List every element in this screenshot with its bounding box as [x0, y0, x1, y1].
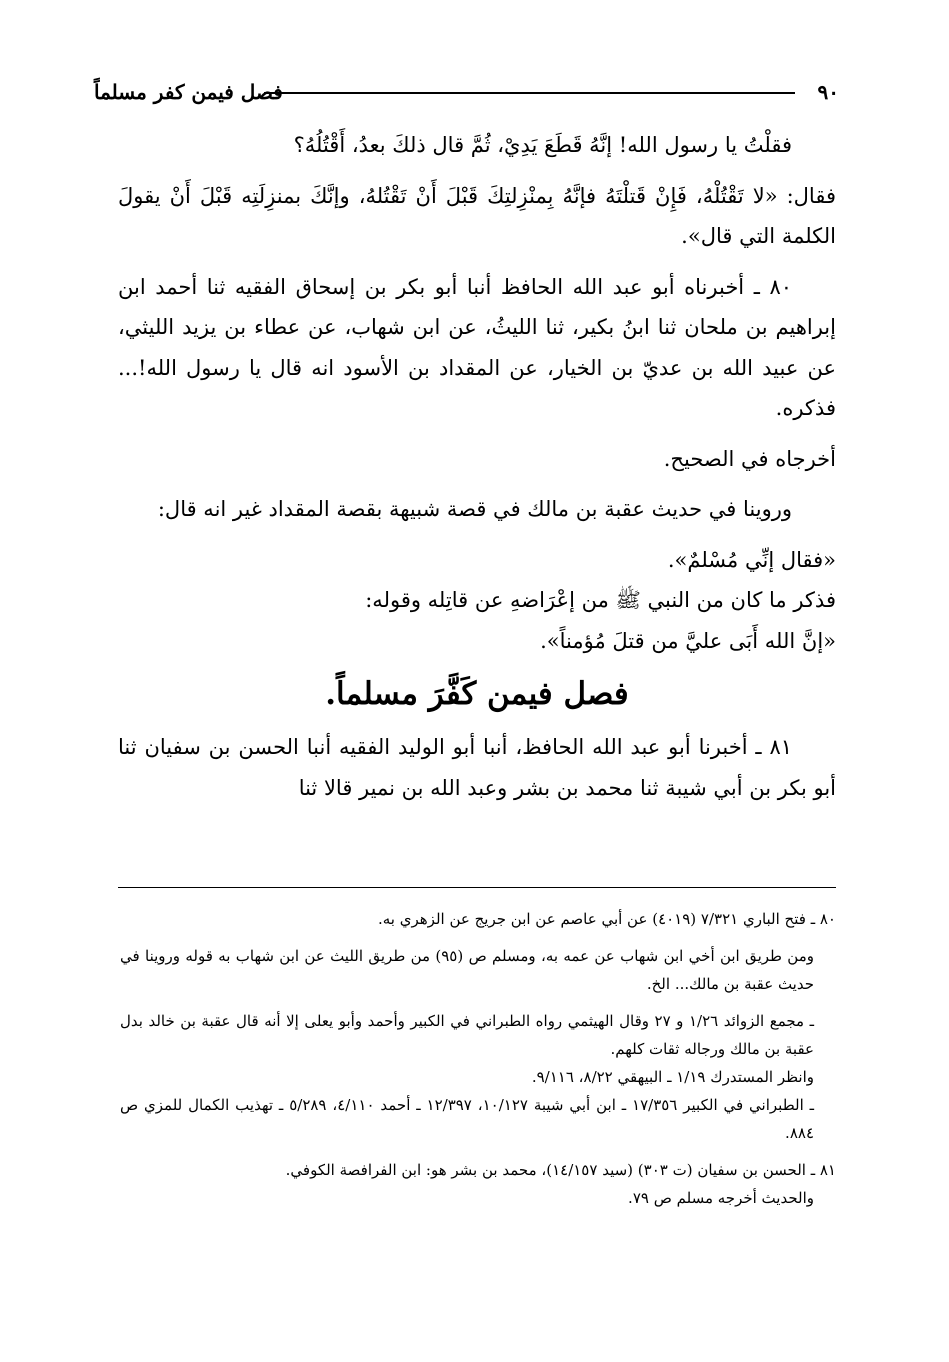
footnote-tabarani: ـ الطبراني في الكبير ١٧/٣٥٦ ـ ابن أبي شيبة ١٠/١٢٧، ١٢/٣٩٧ ـ أحمد ٤/١١٠، ٥/٢٨٩ ـ تهذيب الكمال للمزي ص ٨٨٤.: [120, 1096, 815, 1142]
paragraph-5: وروينا في حديث عقبة بن مالك في قصة شبيهة بقصة المقداد غير انه قال:: [157, 497, 792, 521]
paragraph-1: فقلْتُ يا رسول الله! إنَّهُ قَطَعَ يَدِيْ، ثُمَّ قال ذلكَ بعدُ، أَقْتُلُهُ؟: [293, 133, 792, 157]
paragraph-2: فقال: «لا تَقْتُلْهُ، فَإِنْ قَتلْتَهُ فإنَّهُ بِمنْزِلتِكَ قَبْلَ أَنْ تَقْتُلهُ، وإنَّكَ بمنزِلَتِه قَبْلَ أَنْ يقولَ الكلمة التي قال».: [118, 183, 836, 248]
footnotes: [120, 905, 836, 1212]
paragraph-6: «فقال إنِّي مُسْلمٌ».: [667, 547, 836, 572]
footnote-81: ٨١ ـ الحسن بن سفيان (ت ٣٠٣) (سيد ١٤/١٥٧)، محمد بن بشر هو: ابن الفرافصة الكوفي.: [285, 1161, 836, 1179]
paragraph-7: فذكر ما كان من النبي ﷺ من إعْرَاضهِ عن قاتِله وقوله:: [365, 588, 836, 612]
page-number: ٩٠: [817, 80, 839, 104]
footnote-80-cont: ومن طريق ابن أخي ابن شهاب عن عمه به، ومسلم ص (٩٥) من طريق الليث عن ابن شهاب به قوله وروينا في حديث عقبة بن مالك... الخ.: [120, 947, 814, 993]
footnote-rule: [118, 887, 836, 888]
footnote-80: ٨٠ ـ فتح الباري ٧/٣٢١ (٤٠١٩) عن أبي عاصم عن ابن جريج عن الزهري به.: [378, 910, 836, 928]
paragraph-8: «إنَّ الله أَبَى عليَّ من قتلَ مُؤمناً».: [540, 628, 836, 653]
main-text: [118, 125, 836, 808]
paragraph-hadith-80: ٨٠ ـ أخبرناه أبو عبد الله الحافظ أنبا أبو بكر بن إسحاق الفقيه ثنا أحمد ابن إبراهيم بن ملحان ثنا ابنُ بكير، ثنا الليثُ، عن ابن شهاب، عن عطاء بن يزيد الليثي، عن عبيد الله بن عديّ بن الخيار، عن المقداد بن الأسود انه قال يا رسول الله!... فذكره.: [118, 274, 836, 420]
running-header: [94, 78, 839, 108]
footnote-mustadrak: وانظر المستدرك ١/١٩ ـ البيهقي ٨/٢٢، ٩/١١٦.: [531, 1068, 814, 1086]
paragraph-4: أخرجاه في الصحيح.: [663, 446, 836, 471]
section-heading: فصل فيمن كَفَّرَ مسلماً.: [325, 676, 629, 712]
paragraph-hadith-81: ٨١ ـ أخبرنا أبو عبد الله الحافظ، أنبا أبو الوليد الفقيه أنبا الحسن بن سفيان ثنا أبو بكر بن أبي شيبة ثنا محمد بن بشر وعبد الله بن نمير قالا ثنا: [118, 735, 836, 800]
running-title: فصل فيمن كفر مسلماً: [94, 80, 283, 104]
footnote-81-cont: والحديث أخرجه مسلم ص ٧٩.: [628, 1189, 814, 1207]
header-rule: [264, 92, 795, 94]
footnote-zawaid: ـ مجمع الزوائد ١/٢٦ و ٢٧ وقال الهيثمي رواه الطبراني في الكبير وأحمد وأبو يعلى إلا أنه قال عقبة بن خالد بدل عقبة بن مالك ورجاله ثقات كلهم.: [120, 1012, 815, 1058]
